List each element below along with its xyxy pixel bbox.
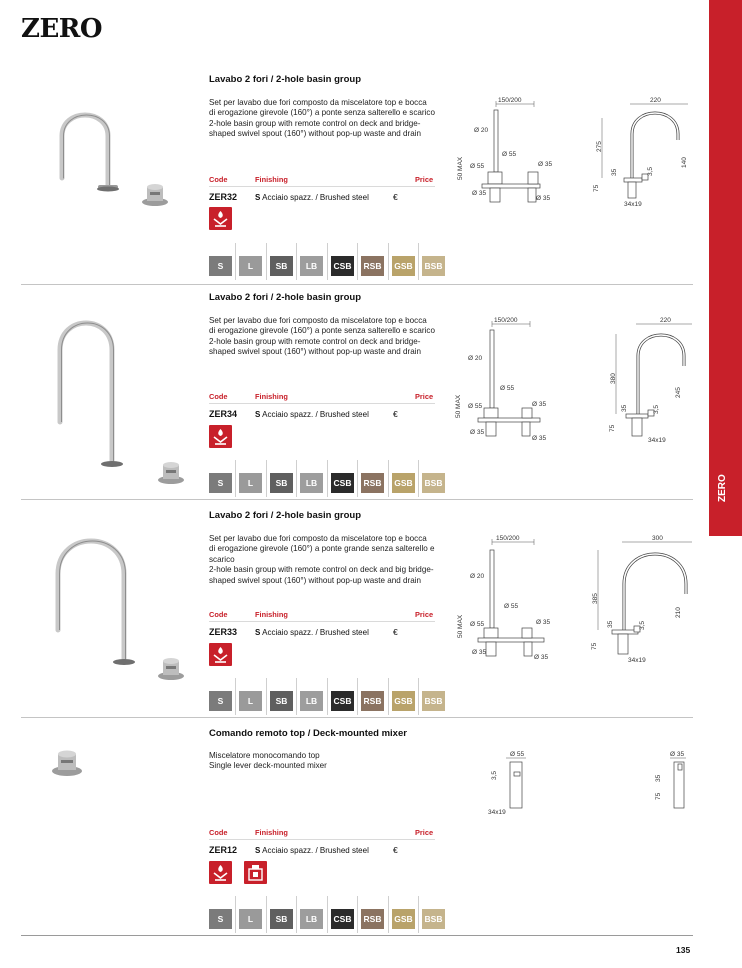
dim-bottom-left: Ø 35: [472, 190, 487, 197]
finish-swatch-s: S: [209, 473, 232, 493]
description-en: 2-hole basin group with remote control on deck and bridge-shaped swivel spout (160°) without pop-up waste and drain: [209, 118, 422, 139]
cartridge-icon: [244, 861, 267, 884]
dim-spout: Ø 20: [474, 127, 489, 134]
section-divider: [21, 284, 693, 285]
dim-lever: 3,5: [653, 404, 660, 414]
swatch-separator: [418, 678, 419, 715]
brand-logo: ZERO: [21, 14, 103, 44]
dim-below: 75: [591, 642, 598, 650]
dim-below: 75: [609, 424, 616, 432]
finishing-header: Finishing: [255, 610, 288, 619]
table-rule: [209, 839, 435, 840]
product-description: [209, 98, 435, 140]
swatch-separator: [388, 460, 389, 497]
price-header: Price: [415, 610, 434, 619]
section-divider: [21, 499, 693, 500]
swatch-separator: [388, 678, 389, 715]
finish-swatch-lb: LB: [300, 909, 323, 929]
finish-swatch-rsb: RSB: [361, 473, 384, 493]
swatch-separator: [235, 896, 236, 933]
product-description: [209, 534, 435, 586]
finish-swatch-csb: CSB: [331, 691, 354, 711]
finish-swatch-csb: CSB: [331, 909, 354, 929]
dim-base-right: Ø 35: [536, 619, 551, 626]
product-code: ZER12: [209, 845, 238, 855]
finish-swatch-sb: SB: [270, 691, 293, 711]
dim-bottom-right: Ø 35: [532, 435, 547, 442]
product-title: Lavabo 2 fori / 2-hole basin group: [209, 510, 362, 521]
dim-base: 34x19: [624, 201, 642, 208]
dim-base-left: Ø 55: [470, 621, 485, 628]
product-image-spout: [48, 530, 138, 670]
dim-base-right: Ø 35: [538, 161, 553, 168]
dim-base-right: Ø 35: [532, 401, 547, 408]
price-currency: €: [393, 627, 398, 637]
product-code: ZER34: [209, 409, 238, 419]
product-description: [209, 316, 435, 358]
finish-swatch-s: S: [209, 909, 232, 929]
dim-lever: 3,5: [639, 620, 646, 630]
basin-tap-icon: [209, 207, 232, 230]
swatch-separator: [327, 896, 328, 933]
basin-tap-icon: [209, 643, 232, 666]
dim-mid: 35: [611, 168, 618, 176]
dim-width: 150/200: [496, 535, 520, 542]
dim-mixer: Ø 55: [504, 603, 519, 610]
swatch-separator: [296, 460, 297, 497]
swatch-separator: [357, 896, 358, 933]
product-description: [209, 751, 435, 772]
finish-swatch-gsb: GSB: [392, 691, 415, 711]
finishing-cell: [255, 846, 369, 855]
dim-max: 50 MAX: [457, 156, 464, 180]
dim-mid: 35: [607, 620, 614, 628]
price-header: Price: [415, 175, 434, 184]
description-it: Set per lavabo due fori composto da miscelatore top e bocca di erogazione girevole (160°) a ponte senza salterello e scarico: [209, 316, 435, 336]
finish-swatch-rsb: RSB: [361, 909, 384, 929]
technical-drawing-side: [648, 748, 692, 820]
finishing-text: Acciaio spazz. / Brushed steel: [262, 193, 369, 202]
swatch-separator: [357, 678, 358, 715]
table-rule: [209, 186, 435, 187]
dim-height: 385: [592, 593, 599, 604]
finishing-code: S: [255, 846, 261, 855]
swatch-separator: [296, 896, 297, 933]
swatch-separator: [388, 243, 389, 280]
description-en: Single lever deck-mounted mixer: [209, 761, 327, 771]
price-currency: €: [393, 192, 398, 202]
product-code: ZER33: [209, 627, 238, 637]
dim-bottom-right: Ø 35: [536, 195, 551, 202]
dim-diameter: Ø 55: [510, 751, 525, 758]
swatch-separator: [266, 896, 267, 933]
finishing-cell: [255, 628, 369, 637]
dim-spout-height: 140: [681, 157, 688, 168]
code-header: Code: [209, 828, 228, 837]
dim-mixer: Ø 55: [500, 385, 515, 392]
dim-base: 34x19: [488, 809, 506, 816]
finish-swatch-gsb: GSB: [392, 473, 415, 493]
finish-swatch-gsb: GSB: [392, 909, 415, 929]
finish-swatch-lb: LB: [300, 473, 323, 493]
finishing-text: Acciaio spazz. / Brushed steel: [262, 846, 369, 855]
technical-drawing-front: [452, 96, 562, 208]
dim-base: 34x19: [628, 657, 646, 664]
swatch-separator: [327, 678, 328, 715]
finish-swatch-bsb: BSB: [422, 256, 445, 276]
code-header: Code: [209, 392, 228, 401]
finish-swatch-gsb: GSB: [392, 256, 415, 276]
finish-swatch-bsb: BSB: [422, 473, 445, 493]
price-header: Price: [415, 828, 434, 837]
swatch-separator: [357, 243, 358, 280]
dim-max: 50 MAX: [455, 394, 462, 418]
dim-lever: 3,5: [491, 770, 498, 780]
finish-swatch-l: L: [239, 909, 262, 929]
technical-drawing-front: [484, 748, 544, 820]
finishing-cell: [255, 193, 369, 202]
basin-tap-icon: [209, 425, 232, 448]
swatch-separator: [266, 460, 267, 497]
swatch-separator: [357, 460, 358, 497]
code-header: Code: [209, 175, 228, 184]
finish-swatch-l: L: [239, 691, 262, 711]
dim-mid: 35: [655, 774, 662, 782]
technical-drawing-side: [586, 314, 696, 450]
swatch-separator: [418, 243, 419, 280]
dim-spout: Ø 20: [468, 355, 483, 362]
product-code: ZER32: [209, 192, 238, 202]
technical-drawing-front: [452, 532, 562, 664]
swatch-separator: [388, 896, 389, 933]
dim-reach: 220: [650, 97, 661, 104]
swatch-separator: [235, 678, 236, 715]
finishing-cell: [255, 410, 369, 419]
product-image-spout: [50, 312, 125, 470]
price-currency: €: [393, 845, 398, 855]
product-title: Lavabo 2 fori / 2-hole basin group: [209, 292, 362, 303]
dim-width: 150/200: [494, 317, 518, 324]
dim-below: 75: [593, 184, 600, 192]
dim-diameter: Ø 35: [670, 751, 685, 758]
swatch-separator: [418, 460, 419, 497]
finishing-header: Finishing: [255, 392, 288, 401]
description-it: Miscelatore monocomando top: [209, 751, 320, 760]
finish-swatch-rsb: RSB: [361, 256, 384, 276]
section-divider: [21, 717, 693, 718]
page-number: 135: [676, 945, 691, 955]
technical-drawing-side: [586, 96, 696, 212]
swatch-separator: [296, 243, 297, 280]
swatch-separator: [266, 243, 267, 280]
swatch-separator: [296, 678, 297, 715]
finish-swatch-sb: SB: [270, 909, 293, 929]
finishing-code: S: [255, 628, 261, 637]
finish-swatch-sb: SB: [270, 256, 293, 276]
side-tab-label: ZERO: [717, 474, 728, 502]
product-title: Comando remoto top / Deck-mounted mixer: [209, 728, 407, 739]
dim-height: 275: [596, 141, 603, 152]
price-header: Price: [415, 392, 434, 401]
finish-swatch-l: L: [239, 473, 262, 493]
footer-divider: [21, 935, 693, 936]
description-it: Set per lavabo due fori composto da miscelatore top e bocca di erogazione girevole (160°) a ponte senza salterello e scarico: [209, 98, 435, 118]
dim-base-left: Ø 55: [468, 403, 483, 410]
finish-swatch-lb: LB: [300, 691, 323, 711]
finish-swatch-s: S: [209, 256, 232, 276]
dim-width: 150/200: [498, 97, 522, 104]
dim-spout: Ø 20: [470, 573, 485, 580]
dim-spout-height: 245: [675, 387, 682, 398]
dim-bottom-left: Ø 35: [472, 649, 487, 656]
finish-swatch-rsb: RSB: [361, 691, 384, 711]
dim-height: 380: [610, 373, 617, 384]
price-currency: €: [393, 409, 398, 419]
product-image-mixer: [140, 182, 170, 208]
finishing-text: Acciaio spazz. / Brushed steel: [262, 410, 369, 419]
dim-lever: 3,5: [647, 166, 654, 176]
finishing-text: Acciaio spazz. / Brushed steel: [262, 628, 369, 637]
technical-drawing-side: [580, 532, 698, 670]
description-en: 2-hole basin group with remote control on deck and big bridge-shaped swivel spout (160°) without pop-up waste and drain: [209, 565, 434, 585]
swatch-separator: [266, 678, 267, 715]
finish-swatch-s: S: [209, 691, 232, 711]
finishing-header: Finishing: [255, 175, 288, 184]
dim-reach: 300: [652, 535, 663, 542]
swatch-separator: [235, 243, 236, 280]
table-rule: [209, 621, 435, 622]
product-image-mixer: [156, 656, 186, 682]
description-en: 2-hole basin group with remote control on deck and bridge-shaped swivel spout (160°) without pop-up waste and drain: [209, 336, 422, 357]
swatch-separator: [327, 243, 328, 280]
product-image-spout: [50, 98, 120, 210]
dim-spout-height: 210: [675, 607, 682, 618]
dim-mixer: Ø 55: [502, 151, 517, 158]
dim-max: 50 MAX: [457, 614, 464, 638]
code-header: Code: [209, 610, 228, 619]
product-title: Lavabo 2 fori / 2-hole basin group: [209, 74, 362, 85]
finish-swatch-csb: CSB: [331, 473, 354, 493]
finish-swatch-lb: LB: [300, 256, 323, 276]
swatch-separator: [327, 460, 328, 497]
finish-swatch-bsb: BSB: [422, 691, 445, 711]
technical-drawing-front: [452, 314, 562, 444]
dim-mid: 35: [621, 404, 628, 412]
finishing-header: Finishing: [255, 828, 288, 837]
dim-below: 75: [655, 792, 662, 800]
side-tab-bar: [709, 0, 742, 536]
product-image-mixer: [50, 748, 84, 778]
basin-tap-icon: [209, 861, 232, 884]
dim-bottom-right: Ø 35: [534, 654, 549, 661]
swatch-separator: [235, 460, 236, 497]
finish-swatch-bsb: BSB: [422, 909, 445, 929]
finishing-code: S: [255, 193, 261, 202]
table-rule: [209, 403, 435, 404]
finish-swatch-csb: CSB: [331, 256, 354, 276]
dim-base-left: Ø 55: [470, 163, 485, 170]
finishing-code: S: [255, 410, 261, 419]
finish-swatch-sb: SB: [270, 473, 293, 493]
finish-swatch-l: L: [239, 256, 262, 276]
dim-bottom-left: Ø 35: [470, 429, 485, 436]
description-it: Set per lavabo due fori composto da miscelatore top e bocca di erogazione girevole (160°) a ponte grande senza salterello e scarico: [209, 534, 435, 564]
product-image-mixer: [156, 460, 186, 486]
swatch-separator: [418, 896, 419, 933]
dim-reach: 220: [660, 317, 671, 324]
dim-base: 34x19: [648, 437, 666, 444]
